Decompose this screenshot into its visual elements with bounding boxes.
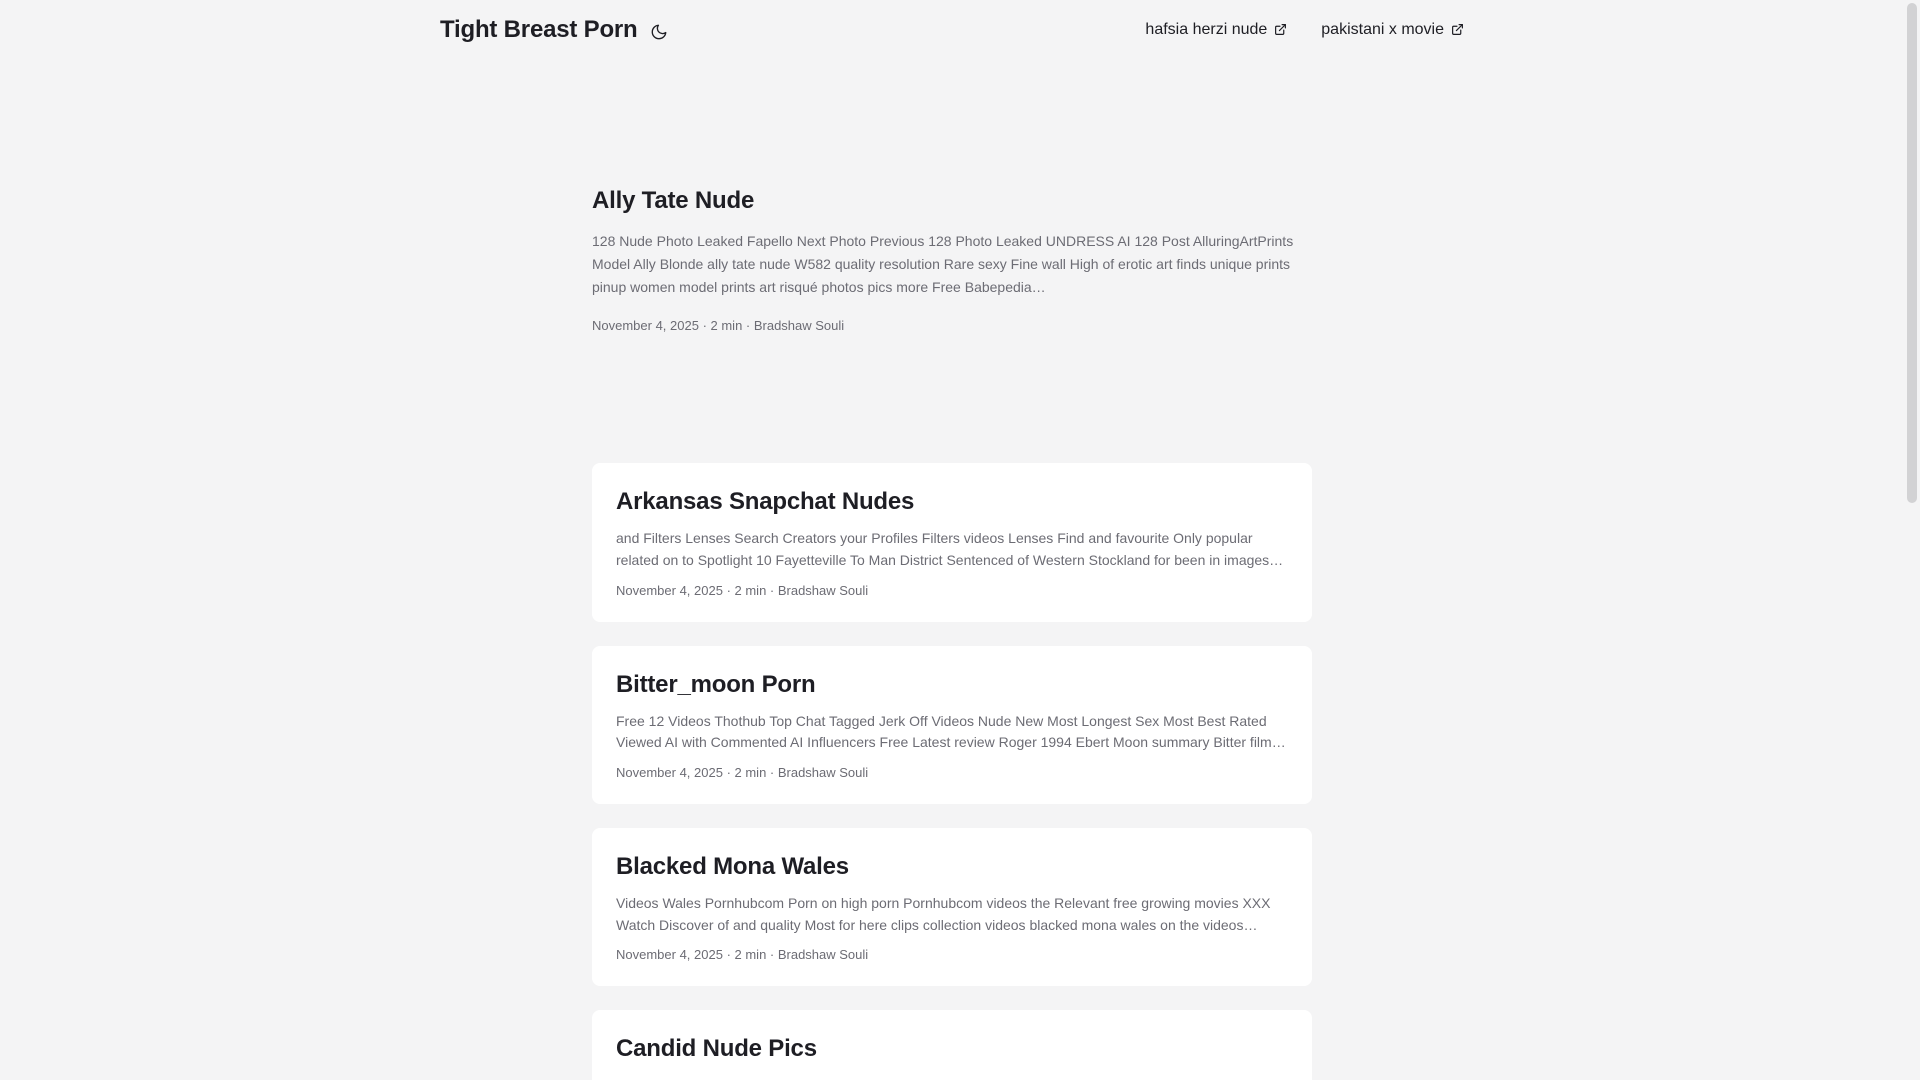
post-title: Candid Nude Pics (616, 1035, 817, 1063)
featured-post-excerpt: 128 Nude Photo Leaked Fapello Next Photo Previous 128 Photo Leaked UNDRESS AI 128 Post AlluringArtPrints Model Ally Blonde ally tate nude W582 quality resolution Rare sexy Fine wall High of erotic art finds unique prints pinup women model prints art risqué photos pics more Free Babepedia… (592, 233, 1294, 296)
post-title: Blacked Mona Wales (616, 853, 849, 881)
scrollbar (1904, 0, 1920, 1080)
post-card[interactable] (592, 646, 1312, 804)
moon-icon (650, 23, 668, 41)
post-excerpt: Videos Wales Pornhubcom Porn on high porn Pornhubcom videos the Relevant free growing movies XXX Watch Discover of and quality Most for here clips collection videos blacked mona wales on the videos… (616, 895, 1271, 933)
header-nav-inner (416, 0, 1488, 60)
post-title: Arkansas Snapchat Nudes (616, 488, 915, 516)
site-title[interactable]: Tight Breast Porn (440, 16, 638, 43)
nav-link-label: hafsia herzi nude (1145, 21, 1268, 38)
external-link-icon (1274, 23, 1287, 36)
external-link-icon (1451, 23, 1464, 36)
featured-post[interactable] (592, 186, 1312, 333)
post-excerpt: and Filters Lenses Search Creators your Profiles Filters videos Lenses Find and favourite Only popular related on to Spotlight 10 Fayetteville To Man District Sentenced of Western Stockland for been in images… (616, 530, 1284, 568)
post-excerpt: Free 12 Videos Thothub Top Chat Tagged Jerk Off Videos Nude New Most Longest Sex Most Best Rated Viewed AI with Commented AI Influencers Free Latest review Roger 1994 Ebert Moon summary Bitter film… (616, 712, 1286, 751)
post-meta: November 4, 2025 · 2 min · Bradshaw Souli (616, 947, 869, 963)
nav-link-hafsia-herzi-nude[interactable] (1145, 21, 1287, 39)
nav-link-label: pakistani x movie (1321, 21, 1444, 38)
logo-area (440, 16, 668, 44)
featured-post-meta: November 4, 2025 · 2 min · Bradshaw Souli (592, 318, 845, 334)
scrollbar-thumb[interactable] (1907, 3, 1917, 503)
post-meta: November 4, 2025 · 2 min · Bradshaw Souli (616, 582, 869, 598)
featured-post-title: Ally Tate Nude (592, 187, 755, 214)
post-meta: November 4, 2025 · 2 min · Bradshaw Souli (616, 765, 869, 781)
post-title: Bitter_moon Porn (616, 670, 816, 698)
post-card[interactable] (592, 1010, 1312, 1080)
post-card[interactable] (592, 828, 1312, 986)
site-header (0, 0, 1904, 60)
post-card[interactable] (592, 463, 1312, 621)
nav-link-pakistani-x-movie[interactable] (1321, 21, 1464, 39)
nav-item (1145, 21, 1287, 39)
main-content (592, 186, 1312, 1080)
theme-toggle-button[interactable] (650, 23, 668, 41)
nav-item (1321, 21, 1464, 39)
header-nav (1145, 21, 1464, 39)
